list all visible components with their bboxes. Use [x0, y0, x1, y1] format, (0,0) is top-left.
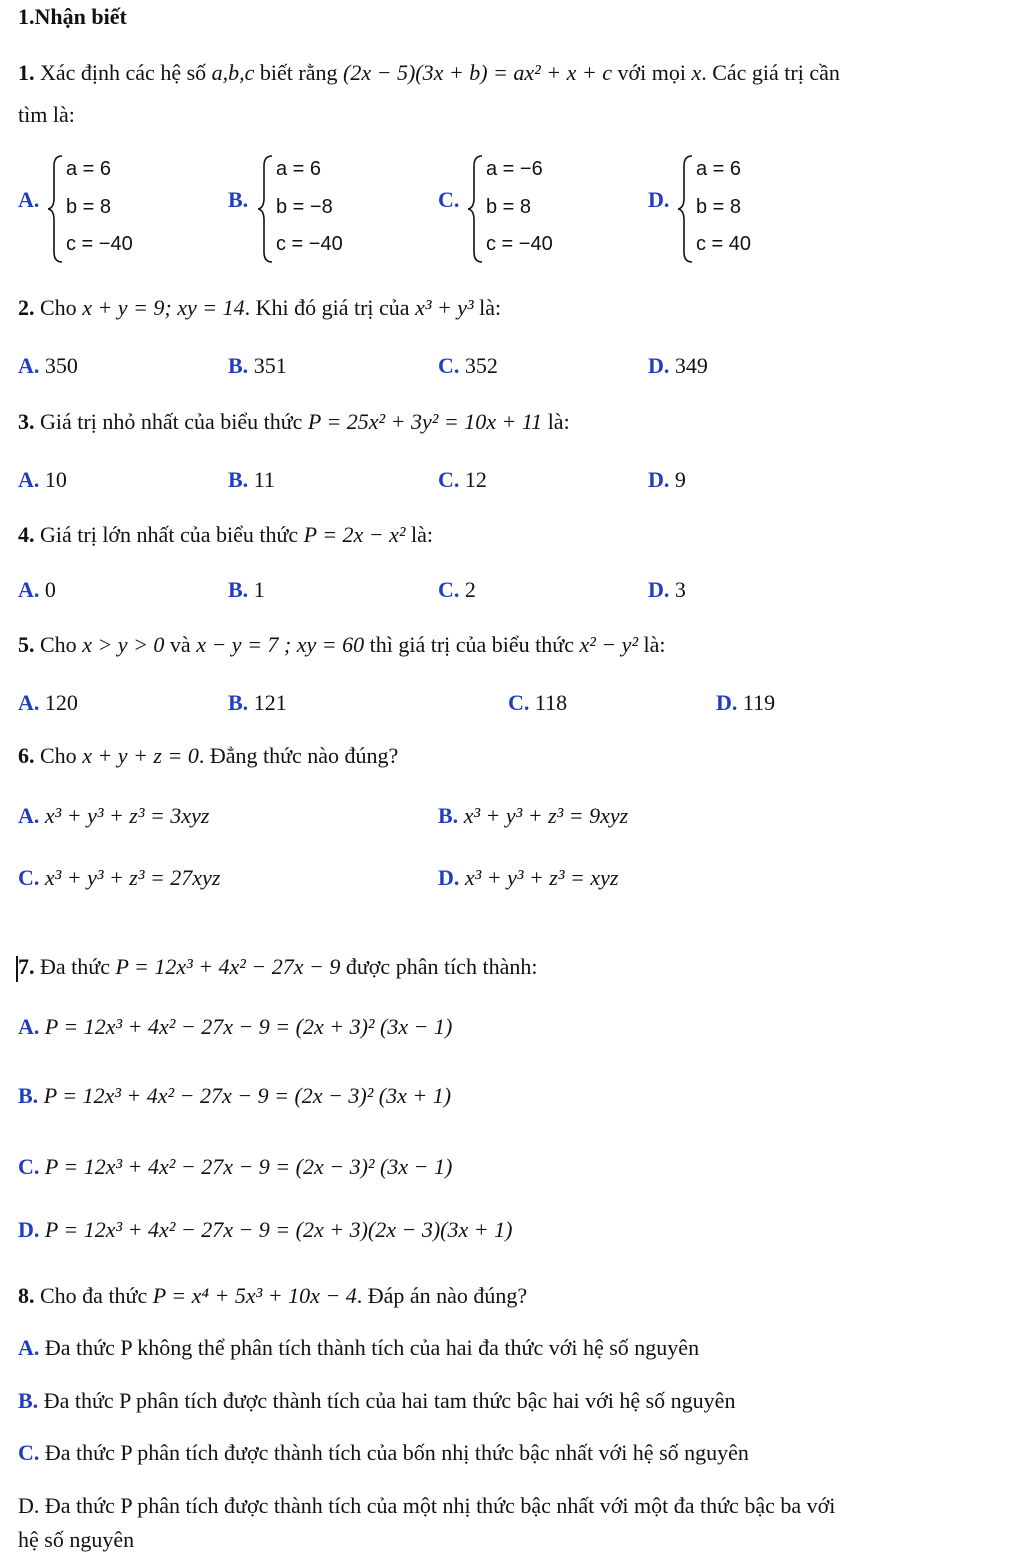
q8-text-b: . Đáp án nào đúng?: [356, 1283, 528, 1308]
q6-option-c[interactable]: [18, 865, 220, 891]
option-value: 350: [44, 353, 78, 378]
q1-equation: (2x − 5)(3x + b) = ax² + x + c: [343, 60, 612, 85]
question-3: [18, 409, 570, 435]
option-value: 9: [674, 467, 686, 492]
question-number: 6.: [18, 743, 35, 768]
option-label: D.: [648, 187, 670, 212]
option-value: 11: [253, 467, 275, 492]
q7-option-c[interactable]: [18, 1154, 452, 1180]
question-number: 3.: [18, 409, 35, 434]
q6-option-d[interactable]: [438, 865, 618, 891]
q8-text-a: Cho đa thức: [34, 1283, 153, 1308]
q4-text-a: Giá trị lớn nhất của biểu thức: [34, 522, 304, 547]
q6-option-a[interactable]: [18, 803, 209, 829]
q1-vars: a,b,c: [211, 60, 255, 85]
q1-text-a: Xác định các hệ số: [34, 60, 212, 85]
q5-condition-2: x − y = 7 ; xy = 60: [196, 632, 365, 657]
option-value: Đa thức P phân tích được thành tích của bốn nhị thức bậc nhất với hệ số nguyên: [39, 1440, 749, 1465]
q7-expression: P = 12x³ + 4x² − 27x − 9: [115, 954, 341, 979]
option-value: x³ + y³ + z³ = xyz: [464, 865, 619, 890]
q7-text-b: được phân tích thành:: [340, 954, 538, 979]
q2-text-b: . Khi đó giá trị của: [244, 295, 416, 320]
q5-option-c[interactable]: [508, 690, 567, 716]
option-label: A.: [18, 1335, 40, 1360]
q2-option-c[interactable]: [438, 353, 498, 379]
question-number: 8.: [18, 1283, 35, 1308]
question-1: [18, 60, 840, 86]
option-label: C.: [18, 1154, 40, 1179]
option-value: P = 12x³ + 4x² − 27x − 9 = (2x + 3)(2x − 3)(3x + 1): [44, 1217, 513, 1242]
section-title: 1.Nhận biết: [18, 4, 127, 29]
q2-option-d[interactable]: [648, 353, 708, 379]
option-label: A.: [18, 690, 40, 715]
q1-text-b: biết rằng: [254, 60, 344, 85]
question-4: [18, 522, 433, 548]
q5-text-d: là:: [638, 632, 666, 657]
q1-option-b[interactable]: [228, 154, 418, 264]
question-number: 7.: [18, 954, 35, 979]
left-brace-icon: [468, 154, 486, 264]
option-label: D.: [648, 353, 670, 378]
q7-option-b[interactable]: [18, 1083, 451, 1109]
q4-option-a[interactable]: [18, 577, 56, 603]
q4-option-d[interactable]: [648, 577, 686, 603]
option-value: Đa thức P không thể phân tích thành tích của hai đa thức với hệ số nguyên: [39, 1335, 700, 1360]
q1-d-value-a: a = 6: [696, 158, 742, 180]
q3-option-c[interactable]: [438, 467, 487, 493]
q2-option-a[interactable]: [18, 353, 78, 379]
option-label: B.: [228, 577, 249, 602]
option-label: D.: [438, 865, 460, 890]
option-label: B.: [228, 353, 249, 378]
question-1-line-2: tìm là:: [18, 102, 75, 127]
option-label: B.: [228, 187, 249, 212]
option-value: 2: [464, 577, 476, 602]
option-value: Đa thức P phân tích được thành tích của hai tam thức bậc hai với hệ số nguyên: [38, 1388, 736, 1413]
option-value: Đa thức P phân tích được thành tích của một nhị thức bậc nhất với một đa thức bậc ba với: [39, 1493, 836, 1518]
q5-text-b: và: [164, 632, 197, 657]
option-label: C.: [438, 353, 460, 378]
q1-b-value-b: b = −8: [276, 196, 333, 218]
q1-c-value-b: b = 8: [486, 196, 532, 218]
q1-d-value-c: c = 40: [696, 233, 752, 255]
q7-option-a[interactable]: [18, 1014, 452, 1040]
option-value: 1: [253, 577, 265, 602]
q7-text-a: Đa thức: [34, 954, 116, 979]
question-number: 1.: [18, 60, 35, 85]
q1-a-value-a: a = 6: [66, 158, 112, 180]
q5-text-c: thì giá trị của biểu thức: [364, 632, 580, 657]
q8-option-a[interactable]: [18, 1335, 699, 1361]
q1-option-c[interactable]: [438, 154, 628, 264]
q2-condition: x + y = 9; xy = 14: [82, 295, 245, 320]
left-brace-icon: [678, 154, 696, 264]
q3-text-b: là:: [542, 409, 570, 434]
option-label: B.: [228, 690, 249, 715]
q5-text-a: Cho: [34, 632, 83, 657]
q7-option-d[interactable]: [18, 1217, 512, 1243]
q8-option-d-line-2: hệ số nguyên: [18, 1527, 135, 1552]
option-label: B.: [18, 1388, 39, 1413]
q4-text-b: là:: [405, 522, 434, 547]
q1-b-value-c: c = −40: [276, 233, 343, 255]
option-value: 0: [44, 577, 56, 602]
q5-option-b[interactable]: [228, 690, 287, 716]
option-value: x³ + y³ + z³ = 9xyz: [463, 803, 629, 828]
option-label: B.: [228, 467, 249, 492]
q1-c-value-c: c = −40: [486, 233, 553, 255]
option-label: A.: [18, 803, 40, 828]
left-brace-icon: [48, 154, 66, 264]
q1-a-value-b: b = 8: [66, 196, 112, 218]
option-label: C.: [438, 577, 460, 602]
option-value: 10: [44, 467, 67, 492]
q5-option-d[interactable]: [716, 690, 775, 716]
q8-option-c[interactable]: [18, 1440, 749, 1466]
option-value: 118: [534, 690, 568, 715]
question-number: 2.: [18, 295, 35, 320]
option-label: C.: [18, 865, 40, 890]
q3-option-a[interactable]: [18, 467, 67, 493]
q1-x: x: [691, 60, 702, 85]
option-label: B.: [438, 803, 459, 828]
option-value: P = 12x³ + 4x² − 27x − 9 = (2x − 3)² (3x + 1): [43, 1083, 452, 1108]
question-7: [18, 954, 537, 980]
q5-option-a[interactable]: [18, 690, 78, 716]
option-label: D.: [18, 1217, 40, 1242]
q3-expression: P = 25x² + 3y² = 10x + 11: [307, 409, 543, 434]
q8-option-d[interactable]: [18, 1493, 835, 1519]
q1-option-d[interactable]: [648, 154, 838, 264]
q1-text-c: với mọi: [611, 60, 692, 85]
q6-condition: x + y + z = 0: [82, 743, 199, 768]
option-value: 3: [674, 577, 686, 602]
q4-expression: P = 2x − x²: [303, 522, 406, 547]
question-number: 5.: [18, 632, 35, 657]
question-5: [18, 632, 666, 658]
option-label: A.: [18, 1014, 40, 1039]
option-value: x³ + y³ + z³ = 27xyz: [44, 865, 221, 890]
question-6: [18, 743, 398, 769]
option-value: 349: [674, 353, 708, 378]
option-label: C.: [18, 1440, 40, 1465]
q8-option-b[interactable]: [18, 1388, 735, 1414]
q1-b-value-a: a = 6: [276, 158, 322, 180]
option-label: D.: [716, 690, 738, 715]
q3-text-a: Giá trị nhỏ nhất của biểu thức: [34, 409, 308, 434]
q2-text-c: là:: [473, 295, 502, 320]
option-value: 119: [742, 690, 776, 715]
q3-option-b[interactable]: [228, 467, 275, 493]
option-value: 352: [464, 353, 498, 378]
option-label: A.: [18, 353, 40, 378]
question-2: [18, 295, 501, 321]
q2-expression: x³ + y³: [415, 295, 474, 320]
q4-option-c[interactable]: [438, 577, 476, 603]
q1-d-value-b: b = 8: [696, 196, 742, 218]
option-value: 12: [464, 467, 487, 492]
question-number: 4.: [18, 522, 35, 547]
q1-c-value-a: a = −6: [486, 158, 543, 180]
option-value: 121: [253, 690, 287, 715]
q8-expression: P = x⁴ + 5x³ + 10x − 4: [152, 1283, 357, 1308]
option-label: C.: [438, 467, 460, 492]
option-label: C.: [438, 187, 460, 212]
option-label: A.: [18, 467, 40, 492]
option-label: D.: [648, 467, 670, 492]
q5-expression: x² − y²: [579, 632, 639, 657]
q5-condition-1: x > y > 0: [82, 632, 165, 657]
option-value: P = 12x³ + 4x² − 27x − 9 = (2x + 3)² (3x − 1): [44, 1014, 453, 1039]
option-label: D.: [648, 577, 670, 602]
option-label: D.: [18, 1493, 40, 1518]
left-brace-icon: [258, 154, 276, 264]
option-label: A.: [18, 577, 40, 602]
q6-text-a: Cho: [34, 743, 83, 768]
option-label: A.: [18, 187, 40, 212]
option-value: 120: [44, 690, 78, 715]
option-value: x³ + y³ + z³ = 3xyz: [44, 803, 210, 828]
q2-option-b[interactable]: [228, 353, 287, 379]
question-8: [18, 1283, 527, 1309]
option-value: P = 12x³ + 4x² − 27x − 9 = (2x − 3)² (3x − 1): [44, 1154, 453, 1179]
option-label: C.: [508, 690, 530, 715]
q1-text-d: . Các giá trị cần: [701, 60, 840, 85]
q6-text-b: . Đẳng thức nào đúng?: [198, 743, 399, 768]
q1-a-value-c: c = −40: [66, 233, 133, 255]
option-value: 351: [253, 353, 287, 378]
q4-option-b[interactable]: [228, 577, 265, 603]
q6-option-b[interactable]: [438, 803, 628, 829]
q1-option-a[interactable]: [18, 154, 208, 264]
q3-option-d[interactable]: [648, 467, 686, 493]
option-label: B.: [18, 1083, 39, 1108]
q2-text-a: Cho: [34, 295, 83, 320]
